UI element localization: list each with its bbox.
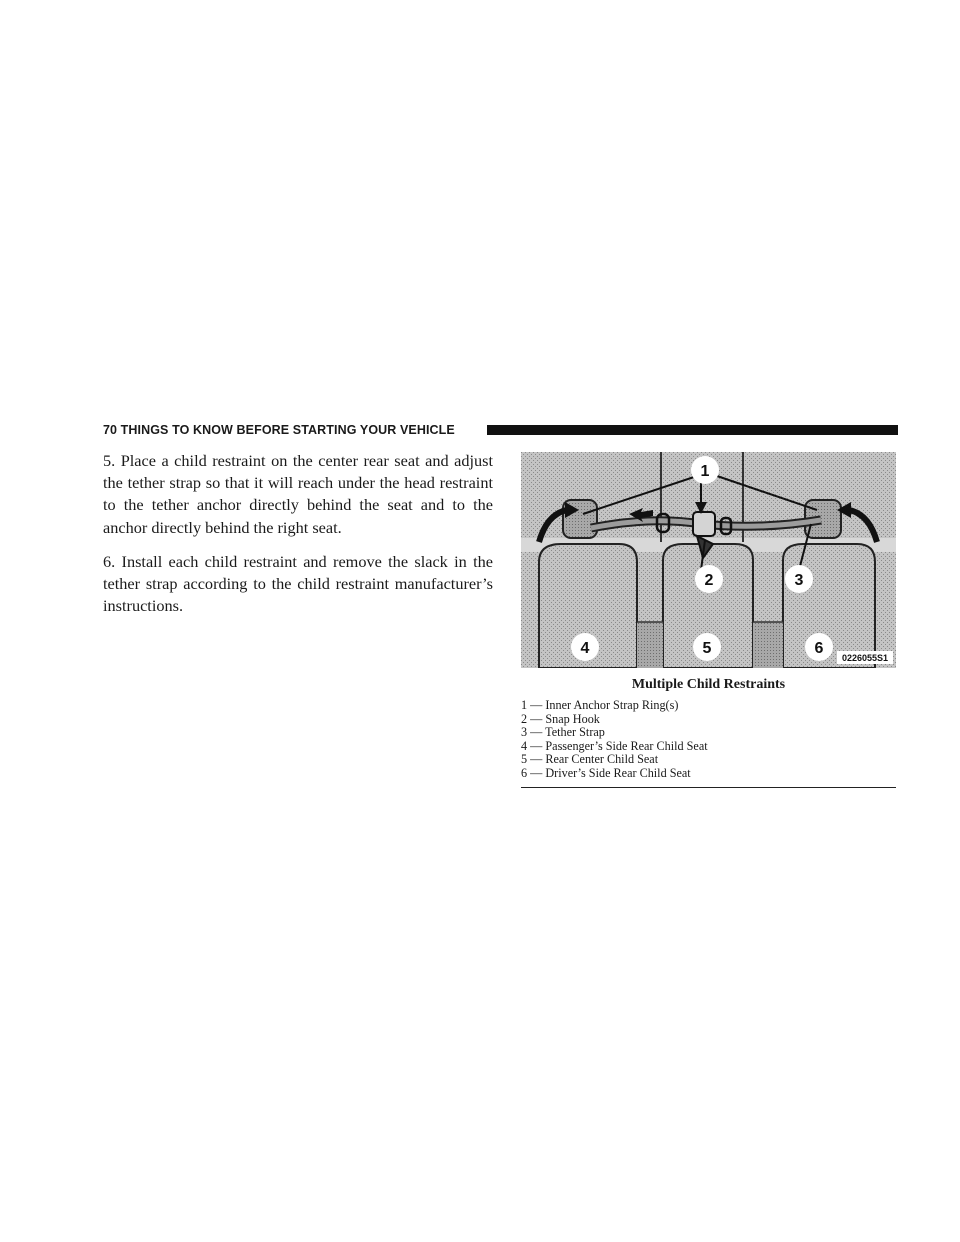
legend-item-3: 3 — Tether Strap (521, 725, 605, 740)
legend-item-4: 4 — Passenger’s Side Rear Child Seat (521, 738, 708, 753)
legend-item-5: 5 — Rear Center Child Seat (521, 752, 659, 767)
body-column (103, 450, 493, 629)
legend-item-1: 1 — Inner Anchor Strap Ring(s) (521, 698, 679, 712)
callout-1: 1 (700, 463, 710, 480)
callout-5: 5 (702, 640, 712, 657)
legend-bottom-rule (521, 787, 896, 788)
callout-4: 4 (580, 640, 590, 657)
header-rule-bar (487, 425, 898, 435)
callout-2: 2 (704, 572, 714, 589)
page-header-text: 70 THINGS TO KNOW BEFORE STARTING YOUR VEHICLE (103, 423, 455, 437)
page-header (103, 422, 898, 438)
instruction-step-6: 6. Install each child restraint and remove the slack in the tether strap according to the child restraint manufacturer’s instructions. (103, 551, 493, 616)
figure-title: Multiple Child Restraints (631, 677, 786, 692)
instruction-step-5: 5. Place a child restraint on the center rear seat and adjust the tether strap so that it will reach under the head restraint to the tether anchor directly behind the seat and to the anchor directly behind the right seat. (103, 451, 493, 537)
child-restraints-illustration (521, 452, 896, 668)
legend-item-2: 2 — Snap Hook (521, 711, 600, 726)
legend-item-6: 6 — Driver’s Side Rear Child Seat (521, 765, 691, 780)
figure-legend (521, 699, 896, 781)
callout-3: 3 (794, 572, 804, 589)
callout-6: 6 (814, 640, 824, 657)
figure-code: 0226055S1 (841, 653, 889, 663)
